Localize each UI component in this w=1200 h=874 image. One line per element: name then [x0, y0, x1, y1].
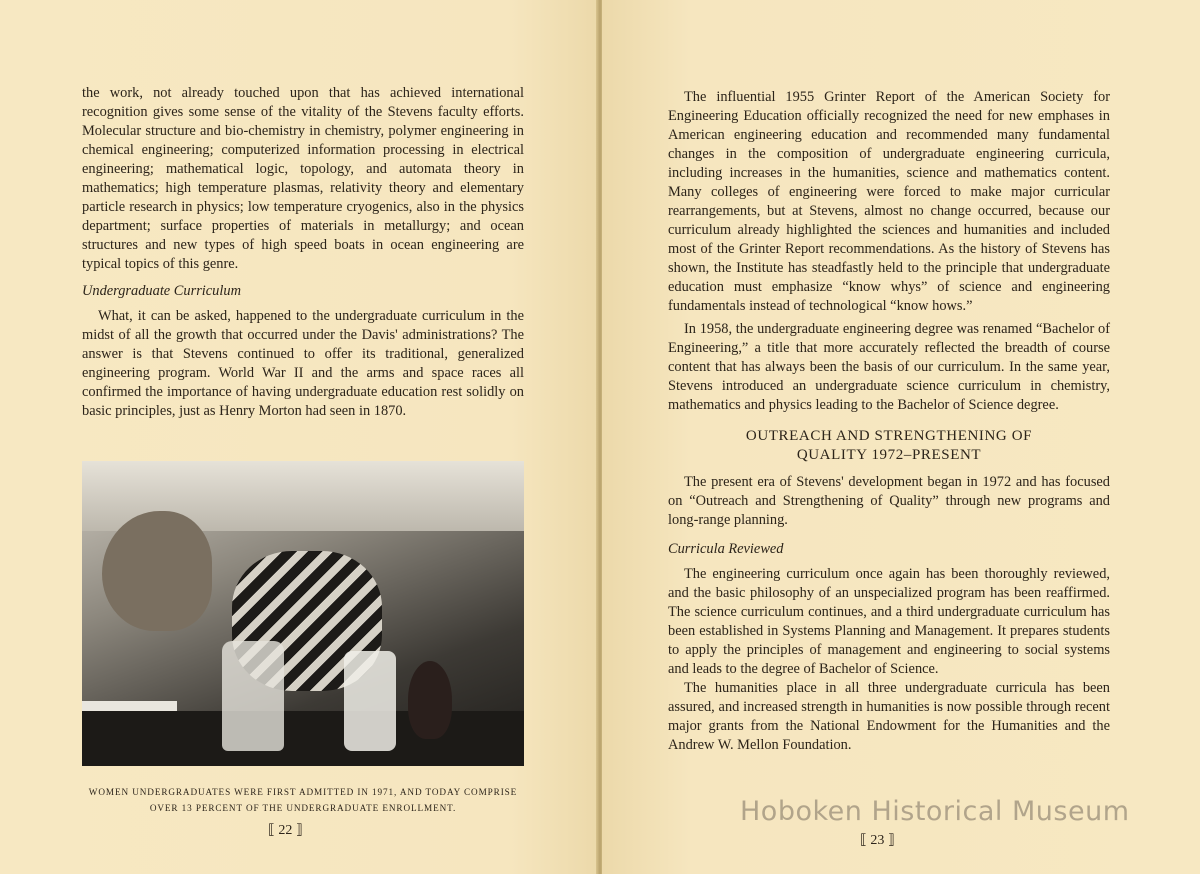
photo-wash-bottle	[344, 651, 396, 751]
left-paragraph-1: the work, not already touched upon that has achieved international recognition gives some sense of the vitality of the Stevens faculty efforts. Molecular structure and bio-chemistry in chemistry, polymer engineering in chemical engineering; computerized information processing in electrical engineering; mathematical logic, topology, and automata theory in mathematics; high temperature plasmas, relativity theory and elementary particle research in physics; low temperature cryogenics, also in the physics department; surface properties of materials in metallurgy; and ocean structures and new types of high speed boats in ocean engineering are typical topics of this genre.	[82, 85, 524, 272]
right-text-column	[668, 88, 1110, 755]
caption-line-2: OVER 13 PERCENT OF THE UNDERGRADUATE ENROLLMENT.	[149, 803, 457, 813]
page-number-22: ⟦ 22 ⟧	[268, 823, 303, 838]
right-paragraph-5: The humanities place in all three undergraduate curricula has been assured, and increased strength in humanities is now possible through recent major grants from the National Endowment for the Humanities and the Andrew W. Mellon Foundation.	[668, 680, 1110, 753]
left-text-column	[82, 84, 524, 421]
right-paragraph-2: In 1958, the undergraduate engineering degree was renamed “Bachelor of Engineering,” a title that more accurately reflected the breadth of course content that has always been the basis of our curriculum. In the same year, Stevens introduced an undergraduate science curriculum in chemistry, mathematics and physics leading to the Bachelor of Science degree.	[668, 321, 1110, 413]
photo-caption	[82, 784, 524, 816]
photo-bench	[82, 711, 524, 766]
right-paragraph-4: The engineering curriculum once again has been thoroughly reviewed, and the basic philosophy of an unspecialized program has been reaffirmed. The science curriculum continues, and a third undergraduate curriculum has been established in Systems Planning and Management. It prepares students to apply the principles of management and engineering to social systems and leads to the degree of Bachelor of Science.	[668, 566, 1110, 677]
caption-line-1: WOMEN UNDERGRADUATES WERE FIRST ADMITTED IN 1971, AND TODAY COMPRISE	[88, 787, 518, 797]
page-number-23: ⟦ 23 ⟧	[860, 833, 895, 848]
left-paragraph-2: What, it can be asked, happened to the undergraduate curriculum in the midst of all the growth that occurred under the Davis' administrations? The answer is that Stevens continued to offer its traditional, generalized engineering program. World War II and the arms and space races all confirmed the importance of having undergraduate education rest solidly on basic principles, just as Henry Morton had seen in 1870.	[82, 308, 524, 419]
photo-bottle	[222, 641, 284, 751]
museum-watermark: Hoboken Historical Museum	[740, 796, 1130, 827]
right-page	[602, 0, 1200, 874]
undergraduate-curriculum-heading: Undergraduate Curriculum	[82, 283, 241, 299]
right-paragraph-3: The present era of Stevens' development began in 1972 and has focused on “Outreach and Strengthening of Quality” through new programs and long-range planning.	[668, 474, 1110, 528]
section-title-line-1: OUTREACH AND STRENGTHENING OF	[745, 428, 1033, 444]
curricula-reviewed-heading: Curricula Reviewed	[668, 541, 784, 557]
lab-photograph	[82, 461, 524, 766]
section-title-line-2: QUALITY 1972–PRESENT	[796, 447, 982, 463]
photo-flask	[408, 661, 452, 739]
photo-student-left	[102, 511, 212, 631]
right-paragraph-1: The influential 1955 Grinter Report of the American Society for Engineering Education officially recognized the need for new emphases in American engineering education and recommended many fundamental changes in the composition of undergraduate engineering curricula, including increases in the humanities, science and mathematics content. Many colleges of engineering were forced to make major curricular rearrangements, but at Stevens, almost no change occurred, because our curriculum already highlighted the sciences and humanities and included most of the Grinter Report recommendations. As the history of Stevens has shown, the Institute has steadfastly held to the principle that undergraduate education must emphasize “know whys” of science and engineering fundamentals instead of technological “know hows.”	[668, 89, 1110, 314]
left-page	[0, 0, 598, 874]
section-title	[668, 427, 1110, 465]
